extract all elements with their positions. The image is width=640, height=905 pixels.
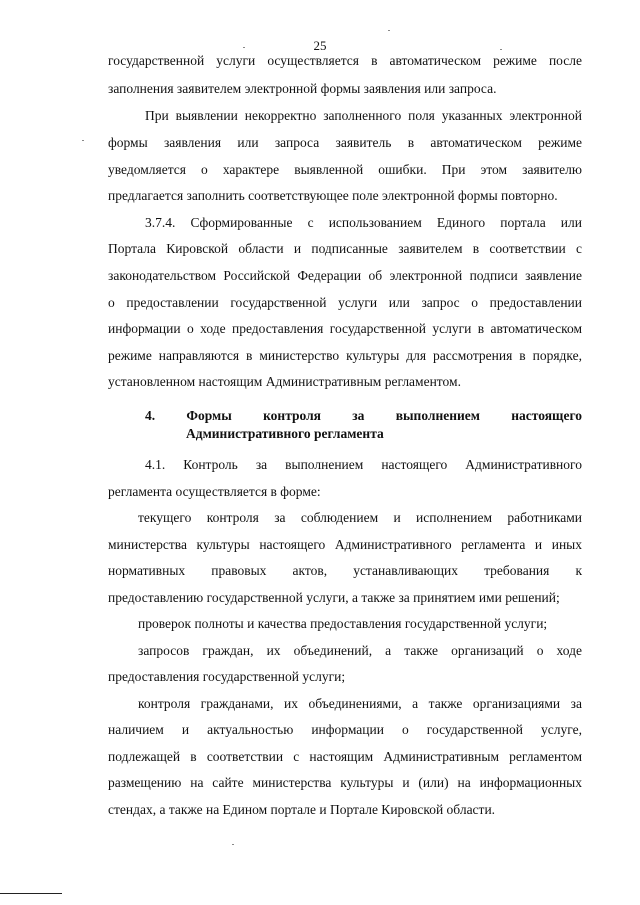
text-line: 3.7.4. Сформированные с использованием Единого портала или — [145, 215, 582, 230]
text-line: размещению на сайте министерства культуры и (или) на информационных — [108, 775, 582, 790]
text-line: стендах, а также на Едином портале и Портале Кировской области. — [108, 802, 496, 817]
scan-speck — [388, 30, 390, 31]
heading-word: Формы — [186, 408, 232, 423]
text-line: При выявлении некорректно заполненного поля указанных электронной — [145, 108, 582, 123]
text-line: нормативных правовых актов, устанавливающих требования к — [108, 563, 582, 578]
text-line: государственной услуги осуществляется в автоматическом режиме после — [108, 53, 582, 68]
text-line: 4.1. Контроль за выполнением настоящего Административного — [145, 457, 582, 472]
footnote-rule — [0, 893, 62, 894]
text-line: Портала Кировской области и подписанные заявителем в соответствии с — [108, 241, 582, 256]
heading-word: настоящего — [511, 408, 582, 423]
text-line: формы заявления или запроса заявитель в автоматическом режиме — [108, 135, 582, 150]
section-heading — [145, 407, 582, 425]
text-line: предоставлению государственной услуги, а также за принятием ими решений; — [108, 590, 560, 605]
text-line: уведомляется о характере выявленной ошибки. При этом заявителю — [108, 162, 582, 177]
scan-speck — [243, 47, 245, 48]
section-heading-line2: Административного регламента — [186, 426, 384, 441]
heading-word: за — [352, 408, 365, 423]
scan-speck — [232, 844, 234, 845]
scan-speck — [82, 140, 84, 141]
heading-word: выполнением — [395, 408, 480, 423]
text-line: предлагается заполнить соответствующее поле электронной формы повторно. — [108, 188, 558, 203]
text-line: законодательством Российской Федерации об электронной подписи заявление — [108, 268, 582, 283]
text-line: режиме направляются в министерство культуры для рассмотрения в порядке, — [108, 348, 582, 363]
text-line: предоставления государственной услуги; — [108, 669, 346, 684]
text-line: о предоставлении государственной услуги или запрос о предоставлении — [108, 295, 582, 310]
text-line: регламента осуществляется в форме: — [108, 484, 321, 499]
text-line: контроля гражданами, их объединениями, а также организациями за — [138, 696, 582, 711]
text-line: запросов граждан, их объединений, а также организаций о ходе — [138, 643, 582, 658]
text-line: проверок полноты и качества предоставления государственной услуги; — [138, 616, 548, 631]
text-line: подлежащей в соответствии с настоящим Административным регламентом — [108, 749, 582, 764]
scan-speck — [500, 49, 502, 50]
text-line: наличием и актуальностью информации о государственной услуге, — [108, 722, 582, 737]
text-line: текущего контроля за соблюдением и исполнением работниками — [138, 510, 582, 525]
heading-word: контроля — [263, 408, 321, 423]
page-number: 25 — [313, 38, 327, 53]
text-line: установленном настоящим Административным регламентом. — [108, 374, 461, 389]
text-line: заполнения заявителем электронной формы заявления или запроса. — [108, 81, 497, 96]
text-line: информации о ходе предоставления государственной услуги в автоматическом — [108, 321, 582, 336]
text-line: министерства культуры настоящего Административного регламента и иных — [108, 537, 582, 552]
section-number: 4. — [145, 408, 156, 423]
